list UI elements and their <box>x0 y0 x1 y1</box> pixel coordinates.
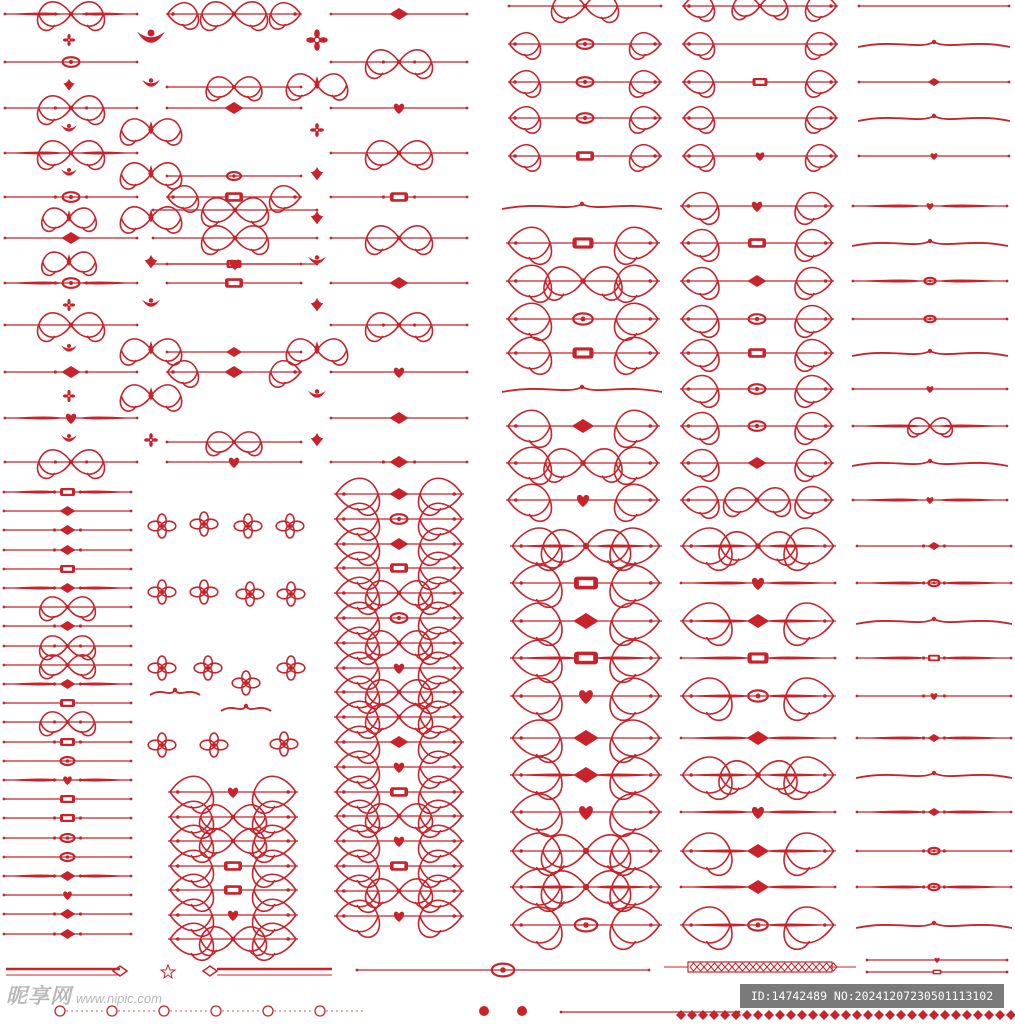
knot-ornament <box>148 514 176 538</box>
ornament-motif <box>42 252 97 275</box>
ornament-divider <box>3 655 133 679</box>
ornament-divider <box>508 0 663 22</box>
ornament-divider <box>3 712 133 736</box>
bottom-strip <box>55 1006 1015 1020</box>
ornament-divider <box>334 478 464 515</box>
knot-ornament <box>234 514 262 538</box>
swirl-divider <box>502 202 662 209</box>
ornament-divider <box>852 316 1009 322</box>
ornament-divider <box>330 50 469 79</box>
knot-ornament <box>236 582 264 606</box>
chain-band <box>664 962 856 972</box>
ornament-divider <box>166 172 303 180</box>
ornament-divider <box>680 376 834 408</box>
ornament-divider <box>852 497 1009 504</box>
swirl-divider <box>221 704 271 711</box>
ornament-motif <box>63 390 75 402</box>
ornament-divider <box>3 909 133 919</box>
ornament-divider <box>682 71 838 97</box>
ornament-divider <box>856 734 1013 742</box>
ornament-divider <box>330 277 469 289</box>
ornament-divider <box>4 96 139 125</box>
knot-ornament <box>270 732 298 756</box>
ornament-motif <box>42 208 97 231</box>
ornament-divider <box>3 679 133 689</box>
image-id-bar <box>740 984 1004 1008</box>
ornament-divider <box>3 545 133 555</box>
ornament-divider <box>166 2 302 31</box>
ornament-motif <box>120 207 181 233</box>
knot-ornament <box>148 733 176 757</box>
ornament-divider <box>330 368 469 378</box>
ornament-divider <box>858 78 1011 86</box>
ornament-divider <box>510 565 662 607</box>
watermark-url: www.nipic.com <box>76 991 162 1006</box>
ornament-divider <box>680 230 834 262</box>
ornament-divider <box>3 636 133 660</box>
knot-ornament <box>194 656 222 680</box>
ornament-divider <box>152 198 319 227</box>
ornament-motif <box>142 78 160 87</box>
ornament-divider <box>3 795 133 803</box>
ornament-divider <box>334 800 464 837</box>
ornament-motif <box>120 385 181 411</box>
ornament-divider <box>682 107 838 133</box>
ornament-divider <box>680 880 837 894</box>
ornament-divider <box>166 432 303 456</box>
swirl-divider <box>150 688 200 695</box>
ornament-divider <box>680 268 834 300</box>
ornament-divider <box>856 884 1013 890</box>
ornament-divider <box>856 655 1013 661</box>
ornament-divider <box>682 145 838 171</box>
ornament-divider <box>330 8 469 20</box>
ornament-divider <box>680 306 834 338</box>
ornament-motif <box>308 255 326 264</box>
ornament-divider <box>4 278 139 288</box>
swirl-divider <box>856 771 1012 778</box>
swirl-divider <box>856 921 1012 928</box>
ornament-divider <box>510 907 662 949</box>
ornament-divider <box>3 621 133 631</box>
knot-ornament <box>148 656 176 680</box>
ornament-divider <box>334 552 464 589</box>
ornament-divider <box>330 141 469 170</box>
ornament-divider <box>166 458 303 468</box>
ornament-motif <box>311 433 324 447</box>
site-watermark <box>6 984 162 1010</box>
ornament-divider <box>3 929 133 939</box>
ornament-divider <box>330 104 469 114</box>
ornament-divider <box>330 456 469 468</box>
knot-ornament <box>277 582 305 606</box>
ornament-motif <box>61 344 77 352</box>
ornament-divider <box>3 853 133 861</box>
ornament-motif <box>311 298 324 312</box>
ornament-motif <box>145 255 158 268</box>
ornament-motif <box>142 298 160 307</box>
ornament-divider <box>506 447 660 484</box>
ornament-divider <box>680 757 836 799</box>
ornament-motif <box>63 299 75 311</box>
ornament-divider <box>680 413 834 445</box>
ornament-divider <box>680 193 834 225</box>
ornament-divider <box>3 525 133 535</box>
ornament-divider <box>852 386 1009 393</box>
ornament-motif <box>310 123 324 137</box>
bottom-band <box>6 965 332 978</box>
ornament-divider <box>680 603 836 645</box>
ornament-divider <box>506 337 660 374</box>
ornament-motif <box>61 168 77 176</box>
ornament-divider <box>330 313 469 342</box>
ornament-divider <box>3 488 133 496</box>
ornament-divider <box>858 153 1011 160</box>
ornament-divider <box>3 699 133 707</box>
knot-ornament <box>277 656 305 680</box>
ornament-divider <box>506 303 660 340</box>
ornament-divider <box>166 347 303 357</box>
ornament-divider <box>682 0 838 21</box>
ornament-divider <box>3 891 133 900</box>
ornament-divider <box>856 580 1013 586</box>
swirl-divider <box>502 385 662 392</box>
ornament-divider <box>510 869 662 911</box>
ornament-divider <box>510 833 662 875</box>
knot-ornament <box>232 671 260 695</box>
ornament-divider <box>680 578 837 590</box>
ornament-divider <box>856 542 1013 550</box>
ornament-motif <box>137 30 165 43</box>
ornament-divider <box>330 226 469 255</box>
ornament-divider <box>510 640 662 682</box>
ornament-divider <box>682 33 838 59</box>
ornament-divider <box>166 278 303 288</box>
ornament-divider <box>856 693 1013 700</box>
ornament-divider <box>680 907 836 949</box>
ornament-motif <box>61 124 77 132</box>
ornament-divider <box>506 484 660 521</box>
knot-ornament <box>148 580 176 604</box>
ornament-divider <box>680 652 837 663</box>
ornament-divider <box>168 923 298 960</box>
ornament-divider <box>510 794 662 836</box>
ornament-divider <box>334 676 464 713</box>
swirl-divider <box>858 114 1010 121</box>
ornament-divider <box>866 958 1009 963</box>
ornament-divider <box>3 597 133 621</box>
ornament-divider <box>508 107 662 133</box>
ornament-divider <box>508 33 662 59</box>
image-id-text: ID:14742489 NO:20241207230501113102 <box>750 989 994 1003</box>
ornament-motif <box>306 29 328 51</box>
ornament-divider <box>166 77 303 101</box>
ornament-divider <box>506 410 660 447</box>
ornament-divider <box>3 738 133 746</box>
ornament-motif <box>63 79 74 91</box>
knot-ornament <box>190 580 218 604</box>
ornament-divider <box>680 807 837 819</box>
ornament-motif <box>144 433 158 447</box>
ornament-divider <box>680 731 837 745</box>
ornament-motif <box>311 167 324 181</box>
ornament-divider <box>4 313 139 342</box>
ornament-divider <box>510 678 662 720</box>
ornament-divider <box>4 2 139 31</box>
ornament-motif <box>311 211 324 225</box>
ornament-divider <box>4 141 139 170</box>
knot-ornament <box>276 514 304 538</box>
ornament-divider <box>3 871 133 881</box>
knot-ornament <box>190 512 218 536</box>
ornament-divider <box>680 678 836 720</box>
ornament-divider <box>3 565 133 573</box>
knot-ornament <box>200 733 228 757</box>
ornament-motif <box>308 389 326 398</box>
ornament-divider <box>4 366 139 378</box>
ornament-divider <box>330 412 469 424</box>
ornament-motif <box>63 34 75 46</box>
ornament-divider <box>680 450 834 482</box>
ornament-divider <box>510 757 662 799</box>
ornament-divider <box>166 361 302 387</box>
ornament-divider <box>3 834 133 842</box>
ornament-divider <box>3 814 133 822</box>
ornament-divider <box>4 192 139 202</box>
ornament-divider <box>168 776 298 813</box>
ornament-motif <box>61 434 77 442</box>
swirl-divider <box>858 40 1010 47</box>
ornament-divider <box>152 226 319 255</box>
ornament-divider <box>506 265 660 302</box>
ornament-divider <box>680 833 836 875</box>
ornament-divider <box>510 528 662 570</box>
ornament-divider <box>4 414 139 424</box>
ornament-divider <box>330 192 469 202</box>
ornament-divider <box>852 278 1009 284</box>
ornament-divider <box>510 720 662 762</box>
ornament-divider <box>3 776 133 785</box>
ornament-divider <box>856 808 1013 816</box>
swirl-divider <box>852 349 1008 356</box>
ornament-divider <box>506 227 660 264</box>
ornament-divider <box>866 970 1009 975</box>
ornament-divider <box>508 145 662 171</box>
swirl-divider <box>852 459 1008 466</box>
ornament-divider <box>4 450 139 479</box>
watermark-logo: 昵享网 <box>6 985 72 1008</box>
ornament-motif <box>120 119 181 145</box>
ornament-divider <box>508 71 662 97</box>
ornament-divider <box>3 506 133 516</box>
ornament-divider <box>510 603 662 645</box>
ornament-divider <box>4 232 139 244</box>
ornament-divider <box>356 964 651 977</box>
ornament-divider <box>168 825 298 862</box>
ornament-divider <box>3 757 133 765</box>
swirl-divider <box>852 239 1008 246</box>
ornament-divider <box>852 203 1009 210</box>
ornament-divider <box>168 874 298 911</box>
ornament-divider <box>680 340 834 372</box>
ornament-divider <box>852 418 1009 437</box>
ornament-divider <box>166 102 303 114</box>
ornament-divider <box>4 57 139 67</box>
ornament-divider <box>858 5 1011 8</box>
ornament-divider <box>680 487 834 519</box>
swirl-divider <box>856 617 1012 624</box>
ornament-divider <box>3 583 133 593</box>
ornament-divider <box>856 848 1013 854</box>
ornament-divider <box>680 528 836 570</box>
